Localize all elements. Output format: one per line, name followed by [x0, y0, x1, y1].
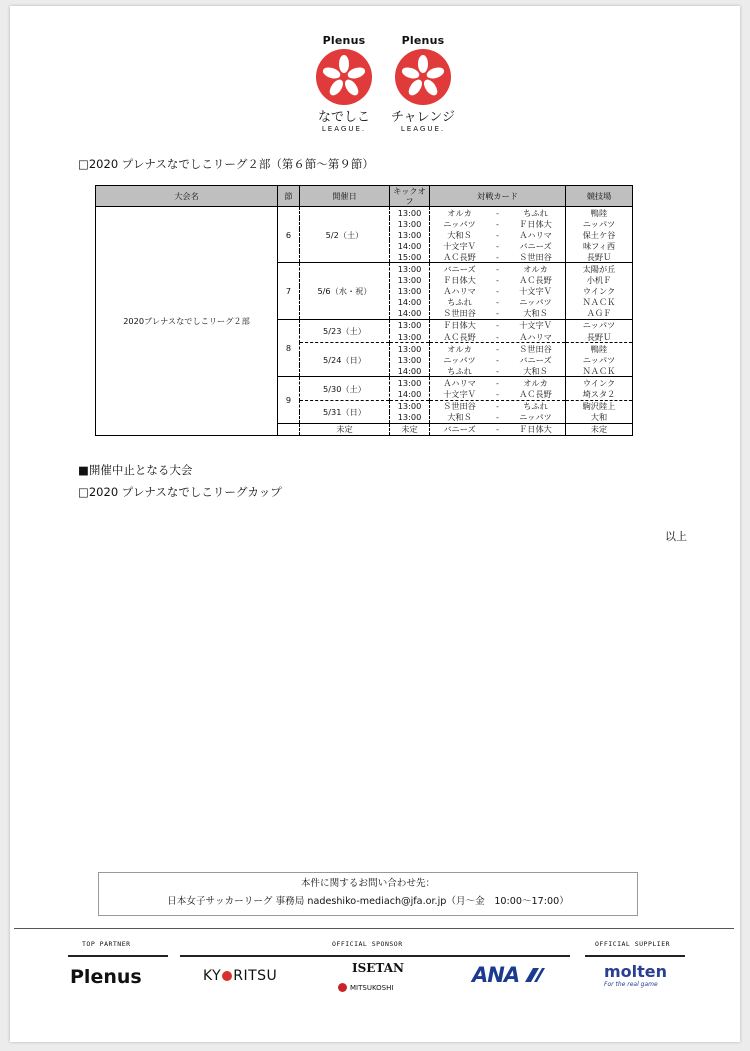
venue-cell: 鴨陸 — [566, 207, 633, 219]
official-sponsor-line — [180, 955, 570, 957]
logo-jp: なでしこ — [317, 110, 370, 125]
match-cell — [430, 207, 566, 219]
home-team: ニッパツ — [443, 354, 476, 365]
away-team: Ｆ日体大 — [519, 218, 552, 229]
home-team: オルカ — [447, 207, 472, 218]
official-supplier-line — [585, 955, 685, 957]
kickoff-cell: 14:00 — [390, 308, 430, 320]
venue-cell: 保土ケ谷 — [566, 229, 633, 240]
contact-detail: 日本女子サッカーリーグ 事務局 nadeshiko-mediach@jfa.or.jp（月～金 10:00～17:00） — [167, 896, 569, 907]
kickoff-cell: 14:00 — [390, 297, 430, 308]
away-team: 大和Ｓ — [523, 365, 548, 376]
ana-stripes-icon — [525, 966, 547, 984]
kickoff-cell: 13:00 — [390, 400, 430, 412]
away-team: Ｓ世田谷 — [519, 343, 552, 354]
home-team: 十文字Ｖ — [443, 240, 476, 251]
venue-cell: ニッパツ — [566, 354, 633, 365]
match-cell — [430, 240, 566, 251]
match-cell — [430, 251, 566, 263]
header-date: 開催日 — [300, 186, 390, 207]
date-cell: 5/2（土） — [300, 207, 390, 263]
home-team: Ａハリマ — [443, 377, 476, 388]
molten-tagline: For the real game — [604, 981, 658, 988]
match-cell — [430, 229, 566, 240]
header-venue: 競技場 — [566, 186, 633, 207]
logo-en: LEAGUE. — [321, 125, 367, 133]
match-cell — [430, 218, 566, 229]
match-cell — [430, 331, 566, 343]
match-cell — [430, 412, 566, 424]
away-team: バニーズ — [519, 354, 552, 365]
top-partner-label: TOP PARTNER — [82, 940, 131, 948]
home-team: オルカ — [447, 343, 472, 354]
kickoff-cell: 14:00 — [390, 240, 430, 251]
ana-logo — [472, 963, 547, 987]
venue-cell: 大和 — [566, 412, 633, 424]
kickoff-cell: 13:00 — [390, 218, 430, 229]
venue-cell: ＮＡＣＫ — [566, 365, 633, 377]
table-header-row — [96, 186, 633, 207]
home-team: ＡＣ長野 — [443, 251, 476, 262]
home-team: 十文字Ｖ — [443, 389, 476, 400]
kickoff-cell: 13:00 — [390, 331, 430, 343]
venue-cell: 長野Ｕ — [566, 251, 633, 263]
header-competition: 大会名 — [96, 186, 278, 207]
header-round: 節 — [278, 186, 300, 207]
kickoff-cell: 13:00 — [390, 263, 430, 275]
away-team: 十文字Ｖ — [519, 286, 552, 297]
away-team: Ａハリマ — [519, 331, 552, 342]
match-separator: - — [496, 251, 499, 262]
table-row — [96, 207, 633, 219]
away-team: Ａハリマ — [519, 229, 552, 240]
footer-divider — [14, 928, 734, 929]
away-team: ニッパツ — [519, 412, 552, 423]
kickoff-cell: 13:00 — [390, 229, 430, 240]
match-separator: - — [496, 264, 499, 275]
match-separator: - — [496, 308, 499, 319]
venue-cell: ニッパツ — [566, 218, 633, 229]
kickoff-cell: 14:00 — [390, 365, 430, 377]
away-team: オルカ — [523, 264, 548, 275]
venue-cell: 鴨陸 — [566, 343, 633, 355]
kyoritsu-text-a: KY — [203, 968, 222, 984]
home-team: ＡＣ長野 — [443, 331, 476, 342]
home-team: バニーズ — [443, 264, 476, 275]
match-cell — [430, 423, 566, 435]
flower-emblem-icon — [393, 47, 453, 107]
home-team: ニッパツ — [443, 218, 476, 229]
kickoff-cell: 13:00 — [390, 377, 430, 389]
kickoff-cell: 13:00 — [390, 354, 430, 365]
match-separator: - — [496, 297, 499, 308]
date-cell: 5/31（日） — [300, 400, 390, 423]
venue-cell: 埼スタ２ — [566, 389, 633, 401]
mitsukoshi-logo — [338, 983, 393, 992]
section-title: □2020 プレナスなでしこリーグ２部（第６節～第９節） — [78, 157, 374, 171]
kickoff-cell: 13:00 — [390, 207, 430, 219]
logo-brand: Plenus — [322, 34, 366, 47]
venue-cell: ウインク — [566, 286, 633, 297]
logo-en: LEAGUE. — [400, 125, 446, 133]
kickoff-cell: 14:00 — [390, 389, 430, 401]
mitsukoshi-text: MITSUKOSHI — [350, 984, 394, 992]
official-sponsor-label: OFFICIAL SPONSOR — [332, 940, 403, 948]
away-team: Ｆ日体大 — [519, 424, 552, 435]
away-team: ちふれ — [523, 207, 548, 218]
home-team: 大和Ｓ — [447, 229, 472, 240]
cancel-item: □2020 プレナスなでしこリーグカップ — [78, 485, 282, 499]
match-separator: - — [496, 377, 499, 388]
ana-text: ANA — [472, 963, 520, 987]
away-team: ちふれ — [523, 401, 548, 412]
away-team: 大和Ｓ — [523, 308, 548, 319]
away-team: ニッパツ — [519, 297, 552, 308]
kyoritsu-logo — [203, 968, 277, 984]
kyoritsu-text-b: RITSU — [233, 968, 278, 984]
match-separator: - — [496, 401, 499, 412]
round-cell: 9 — [278, 377, 300, 423]
round-cell: 8 — [278, 319, 300, 376]
away-team: ＡＣ長野 — [519, 389, 552, 400]
venue-cell: 味フィ西 — [566, 240, 633, 251]
away-team: バニーズ — [519, 240, 552, 251]
match-cell — [430, 297, 566, 308]
away-team: オルカ — [523, 377, 548, 388]
home-team: Ｆ日体大 — [443, 320, 476, 331]
logo-jp: チャレンジ — [391, 110, 455, 125]
match-separator: - — [496, 286, 499, 297]
home-team: バニーズ — [443, 424, 476, 435]
match-separator: - — [496, 389, 499, 400]
match-separator: - — [496, 343, 499, 354]
top-partner-line — [68, 955, 168, 957]
venue-cell: 長野Ｕ — [566, 331, 633, 343]
venue-cell: 太陽が丘 — [566, 263, 633, 275]
challenge-league-logo — [387, 34, 459, 133]
cancel-heading: ■開催中止となる大会 — [78, 463, 193, 477]
away-team: 十文字Ｖ — [519, 320, 552, 331]
kickoff-cell: 13:00 — [390, 275, 430, 286]
match-cell — [430, 263, 566, 275]
home-team: 大和Ｓ — [447, 412, 472, 423]
round-cell: 6 — [278, 207, 300, 263]
date-cell: 5/23（土） — [300, 319, 390, 342]
contact-label: 本件に関するお問い合わせ先： — [300, 878, 436, 889]
away-team: ＡＣ長野 — [519, 275, 552, 286]
venue-cell: 小机Ｆ — [566, 275, 633, 286]
match-cell — [430, 354, 566, 365]
date-cell: 5/24（日） — [300, 343, 390, 377]
isetan-logo: ISETAN — [352, 961, 404, 975]
venue-cell: ＮＡＣＫ — [566, 297, 633, 308]
venue-cell: 未定 — [566, 423, 633, 435]
official-supplier-label: OFFICIAL SUPPLIER — [595, 940, 671, 948]
round-cell: 7 — [278, 263, 300, 319]
home-team: Ｓ世田谷 — [443, 401, 476, 412]
kickoff-cell: 未定 — [390, 423, 430, 435]
schedule-table — [95, 185, 633, 436]
match-separator: - — [496, 354, 499, 365]
match-separator: - — [496, 229, 499, 240]
match-separator: - — [496, 412, 499, 423]
match-cell — [430, 377, 566, 389]
match-separator: - — [496, 365, 499, 376]
header-match: 対戦カード — [430, 186, 566, 207]
closing-mark: 以上 — [665, 530, 687, 543]
home-team: Ａハリマ — [443, 286, 476, 297]
match-cell — [430, 275, 566, 286]
venue-cell: ＡＧＦ — [566, 308, 633, 320]
match-separator: - — [496, 320, 499, 331]
home-team: Ｆ日体大 — [443, 275, 476, 286]
round-cell — [278, 423, 300, 435]
kickoff-cell: 13:00 — [390, 343, 430, 355]
competition-cell: 2020プレナスなでしこリーグ２部 — [96, 207, 278, 436]
venue-cell: ウインク — [566, 377, 633, 389]
mitsukoshi-mark-icon — [338, 983, 347, 992]
plenus-logo: Plenus — [70, 966, 142, 988]
venue-cell: ニッパツ — [566, 319, 633, 331]
kickoff-cell: 13:00 — [390, 286, 430, 297]
away-team: Ｓ世田谷 — [519, 251, 552, 262]
venue-cell: 駒沢陸上 — [566, 400, 633, 412]
match-cell — [430, 319, 566, 331]
match-separator: - — [496, 207, 499, 218]
home-team: ちふれ — [447, 365, 472, 376]
match-cell — [430, 400, 566, 412]
header-kickoff: キックオフ — [390, 186, 430, 207]
match-cell — [430, 343, 566, 355]
contact-box — [98, 872, 638, 916]
match-separator: - — [496, 218, 499, 229]
nadeshiko-league-logo — [308, 34, 380, 133]
home-team: ちふれ — [447, 297, 472, 308]
flower-emblem-icon — [314, 47, 374, 107]
molten-logo: molten — [604, 962, 668, 981]
logo-brand: Plenus — [401, 34, 445, 47]
match-separator: - — [496, 240, 499, 251]
match-separator: - — [496, 275, 499, 286]
kickoff-cell: 15:00 — [390, 251, 430, 263]
match-cell — [430, 389, 566, 401]
kickoff-cell: 13:00 — [390, 412, 430, 424]
red-dot-icon — [222, 971, 232, 981]
kickoff-cell: 13:00 — [390, 319, 430, 331]
match-separator: - — [496, 424, 499, 435]
date-cell: 5/30（土） — [300, 377, 390, 400]
match-separator: - — [496, 331, 499, 342]
date-cell: 未定 — [300, 423, 390, 435]
match-cell — [430, 308, 566, 320]
match-cell — [430, 286, 566, 297]
document-page — [10, 6, 740, 1042]
match-cell — [430, 365, 566, 377]
home-team: Ｓ世田谷 — [443, 308, 476, 319]
date-cell: 5/6（水・祝） — [300, 263, 390, 319]
